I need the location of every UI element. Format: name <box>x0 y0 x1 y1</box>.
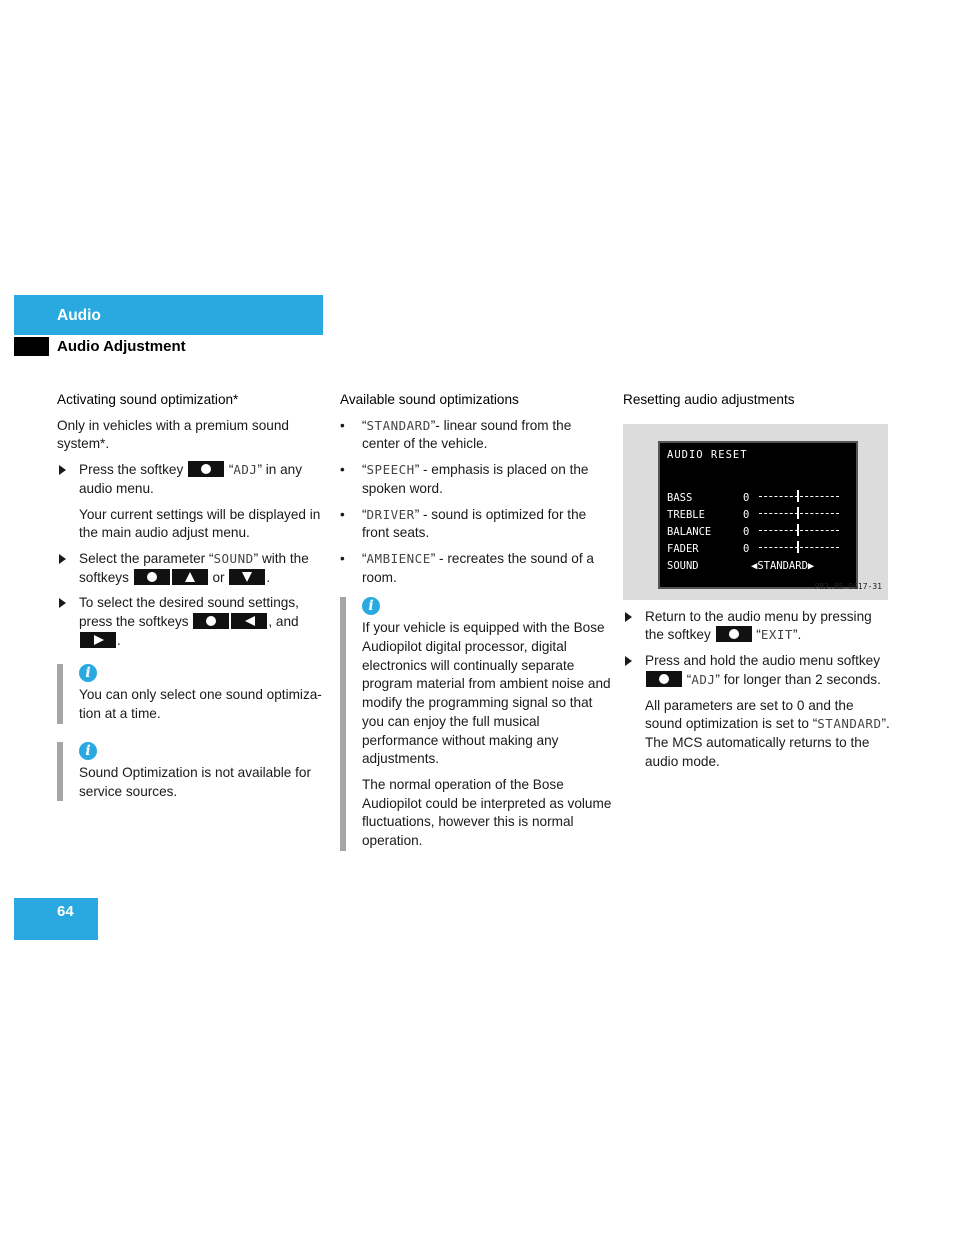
step-arrow-icon <box>59 598 66 608</box>
level-slider <box>759 547 839 548</box>
display-row-bass: BASS 0 <box>667 489 852 505</box>
softkey-dot-icon <box>646 671 682 687</box>
slider-thumb <box>797 490 799 502</box>
slider-thumb <box>797 507 799 519</box>
softkey-dot-icon <box>716 626 752 642</box>
figure-code: P82.85-9617-31 <box>814 582 882 591</box>
softkey-left-icon <box>231 613 267 629</box>
softkey-right-icon <box>80 632 116 648</box>
softkey-dot-icon <box>188 461 224 477</box>
step-select-parameter: Select the parameter “SOUND” with the softkeys or . <box>57 550 329 587</box>
step-return-exit: Return to the audio menu by pressing the softkey “EXIT”. <box>623 608 893 645</box>
list-item: • “AMBIENCE” - recreates the sound of a room. <box>340 550 594 585</box>
sound-choice: ◀STANDARD▶ <box>751 559 815 572</box>
column-resetting <box>623 391 893 778</box>
info-icon: i <box>79 742 97 760</box>
note-bar <box>57 664 63 723</box>
code-adj: ADJ <box>691 671 716 687</box>
column-activating <box>57 391 329 808</box>
display-row-fader: FADER 0 <box>667 540 852 556</box>
step-arrow-icon <box>625 612 632 622</box>
list-item: • “DRIVER” - sound is optimized for the front seats. <box>340 506 587 541</box>
step-press-adj: Press the softkey “ADJ” in any audio menu. <box>57 461 329 498</box>
audio-reset-figure <box>623 424 888 600</box>
display-row-balance: BALANCE 0 <box>667 523 852 539</box>
list-item: • “SPEECH” - emphasis is placed on the spoken word. <box>340 462 589 496</box>
note-bar <box>340 597 346 850</box>
note-service-sources: i Sound Optimization is not available for service sources. <box>57 742 329 801</box>
step-hold-adj: Press and hold the audio menu softkey “ADJ” for longer than 2 seconds. <box>623 652 893 689</box>
reset-result: All parameters are set to 0 and the sound optimization is set to “STANDARD”. The MCS automatically returns to the audio mode. <box>645 697 890 769</box>
step-arrow-icon <box>59 465 66 475</box>
subsection-title: Audio Adjustment <box>57 338 186 355</box>
subheading-marker <box>14 337 49 356</box>
list-item: • “STANDARD”- linear sound from the center of the vehicle. <box>340 417 572 452</box>
level-slider <box>759 513 839 514</box>
step-arrow-icon <box>625 656 632 666</box>
step1-result: Your current settings will be displayed in the main audio adjust menu. <box>79 506 321 541</box>
softkey-down-icon <box>229 569 265 585</box>
code-sound: SOUND <box>213 550 254 566</box>
page-number: 64 <box>57 903 74 920</box>
softkey-dot-icon <box>193 613 229 629</box>
step-select-sound: To select the desired sound settings, press the softkeys , and . <box>57 594 329 650</box>
intro-text: Only in vehicles with a premium sound system*. <box>57 417 289 452</box>
heading-resetting: Resetting audio adjustments <box>623 392 795 407</box>
column-optimizations <box>340 391 612 858</box>
code-adj: ADJ <box>233 462 258 478</box>
note-one-optimization: i You can only select one sound optimiza-tion at a time. <box>57 664 329 723</box>
softkey-dot-icon <box>134 569 170 585</box>
note-bose-audiopilot: i If your vehicle is equipped with the Bose Audiopilot digital processor, digital electronics will continually separate program material from ambient noise and modify the programming signal so that you can enjoy the full musical performance without making any adjustments. The normal operation of the Bose Audiopilot could be interpreted as volume fluctuations, however this is normal operation. <box>340 597 612 850</box>
info-icon: i <box>79 664 97 682</box>
level-slider <box>759 496 839 497</box>
slider-thumb <box>797 541 799 553</box>
softkey-up-icon <box>172 569 208 585</box>
audio-reset-display <box>658 441 858 589</box>
display-row-sound: SOUND ◀STANDARD▶ <box>667 557 852 573</box>
display-row-treble: TREBLE 0 <box>667 506 852 522</box>
step-arrow-icon <box>59 554 66 564</box>
code-exit: EXIT <box>760 627 793 643</box>
section-title: Audio <box>57 307 101 324</box>
info-icon: i <box>362 597 380 615</box>
note-bar <box>57 742 63 801</box>
display-title: AUDIO RESET <box>667 448 748 461</box>
page-number-box <box>14 898 98 940</box>
heading-activating: Activating sound optimization* <box>57 392 239 407</box>
heading-optimizations: Available sound optimizations <box>340 392 519 407</box>
slider-thumb <box>797 524 799 536</box>
level-slider <box>759 530 839 531</box>
